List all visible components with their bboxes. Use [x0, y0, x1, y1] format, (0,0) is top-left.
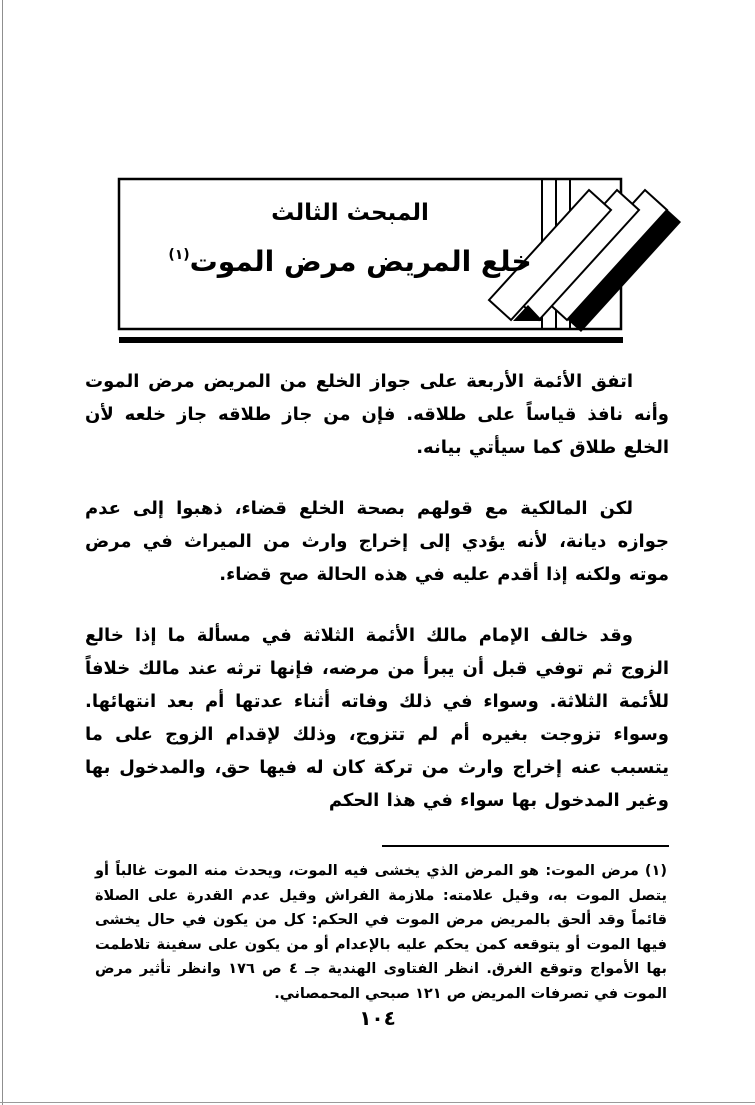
chapter-title-text: خلع المريض مرض الموت	[189, 245, 532, 278]
header-ornament	[0, 0, 755, 360]
scan-edge-bottom	[0, 1102, 755, 1103]
footnote-separator	[382, 845, 669, 847]
footnote	[85, 859, 669, 1006]
paragraph-2: لكن المالكية مع قولهم بصحة الخلع قضاء، ذهبوا إلى عدم جوازه ديانة، لأنه يؤدي إلى إخراج وارث من الميراث في مرض موته ولكنه إذا أقدم عليه في هذه الحالة صح قضاء.	[85, 498, 669, 585]
paragraph-3: وقد خالف الإمام مالك الأئمة الثلاثة في مسألة ما إذا خالع الزوج ثم توفي قبل أن يبرأ من مرضه، فإنها ترثه عند مالك خلافاً للأئمة الثلاثة. وسواء في ذلك وفاته أثناء عدتها أم بعد انتهائها. وسواء تزوجت بغيره أم لم تتزوج، وذلك لإقدام الزوج على ما يتسبب عنه إخراج وارث من تركة كان له فيها حق، والمدخول بها وغير المدخول بها سواء في هذا الحكم	[85, 625, 669, 811]
page-number: ١٠٤	[359, 1006, 396, 1030]
footnote-marker: (١)	[644, 863, 667, 879]
section-title: المبحث الثالث	[271, 200, 429, 226]
chapter-header	[130, 198, 570, 281]
page-body	[85, 365, 669, 1006]
footnote-text: مرض الموت: هو المرض الذي يخشى فيه الموت، ويحدث منه الموت غالباً أو يتصل الموت به، وقيل علامته: ملازمة الفراش وقيل عدم القدرة على الصلاة قائماً وقد ألحق بالمريض مرض الموت في الحكم: كل من يكون في حال يخشى فيها الموت أو يتوقعه كمن يحكم عليه بالإعدام أو من يكون على سفينة تلاطمت بها الأمواج وتوقع الغرق. انظر الفتاوى الهندية جـ ٤ ص ١٧٦ وانظر تأثير مرض الموت في تصرفات المريض ص ١٢١ صبحي المحمصاني.	[95, 863, 667, 1002]
chapter-title	[130, 236, 570, 281]
ornament-base-bar	[119, 337, 623, 343]
footnote-reference: (١)	[168, 247, 190, 263]
paragraph-1: اتفق الأئمة الأربعة على جواز الخلع من المريض مرض الموت وأنه نافذ قياساً على طلاقه. فإن من جاز طلاقه جاز خلعه لأن الخلع طلاق كما سيأتي بيانه.	[85, 371, 669, 458]
